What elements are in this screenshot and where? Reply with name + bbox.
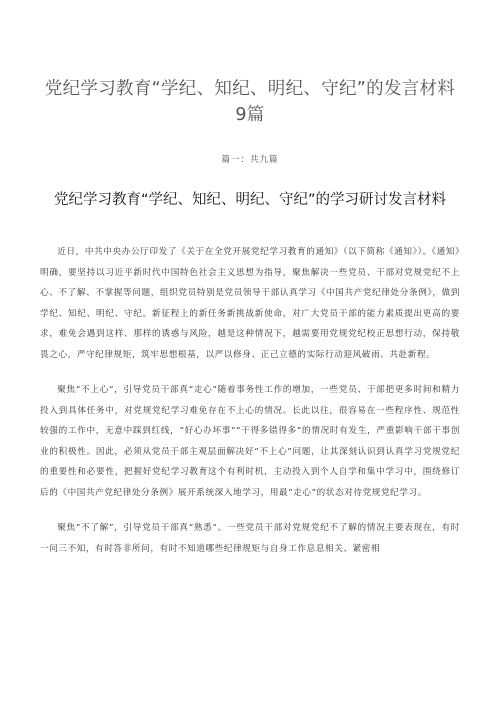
paragraph: 聚焦“不上心”，引导党员干部真“走心”随着事务性工作的增加，一些党员、干部把更多时间和精力投入到具体任务中，对党规党纪学习难免存在不上心的情况。长此以往，很容易在一些程序性、规范性较强的工作中，无意中踩到红线，“好心办坏事”“干得多错得多”的情况时有发生，严重影响干部干事创业的积极性。因此，必须从党员干部主观层面解决好“不上心”问题，让其深刻认识到认真学习党规党纪的重要性和必要性，把握好党纪学习教育这个有利时机，主动投入到个人自学和集中学习中，围绕修订后的《中国共产党纪律处分条例》展开系统深入地学习，用最“走心”的状态对待党规党纪学习。 <box>40 385 460 498</box>
article-body <box>40 242 460 574</box>
document-title: 党纪学习教育“学纪、知纪、明纪、守纪”的发言材料9篇 <box>44 78 456 125</box>
article-title: 党纪学习教育“学纪、知纪、明纪、守纪”的学习研讨发言材料 <box>53 192 447 209</box>
section-label: 篇一：共九篇 <box>221 155 279 165</box>
paragraph: 聚焦“不了解”，引导党员干部真“熟悉”。一些党员干部对党规党纪不了解的情况主要表现在，有时一问三不知，有时答非所问，有时不知道哪些纪律规矩与自身工作息息相关、紧密相 <box>40 523 460 554</box>
paragraph: 近日，中共中央办公厅印发了《关于在全党开展党纪学习教育的通知》（以下简称《通知》）。《通知》明确，要坚持以习近平新时代中国特色社会主义思想为指导，聚焦解决一些党员、干部对党规党纪不上心、不了解、不掌握等问题，组织党员特别是党员领导干部认真学习《中国共产党纪律处分条例》，做到学纪、知纪、明纪、守纪。新征程上的新任务新挑战新使命，对广大党员干部的能力素质提出更高的要求，难免会遇到这样、那样的诱惑与风险，越是这种情况下，越需要用党规党纪校正思想行动，保持敬畏之心，严守纪律规矩，筑牢思想根基，以严以修身、正己立德的实际行动迎风破雨、共赴新程。 <box>40 247 460 360</box>
